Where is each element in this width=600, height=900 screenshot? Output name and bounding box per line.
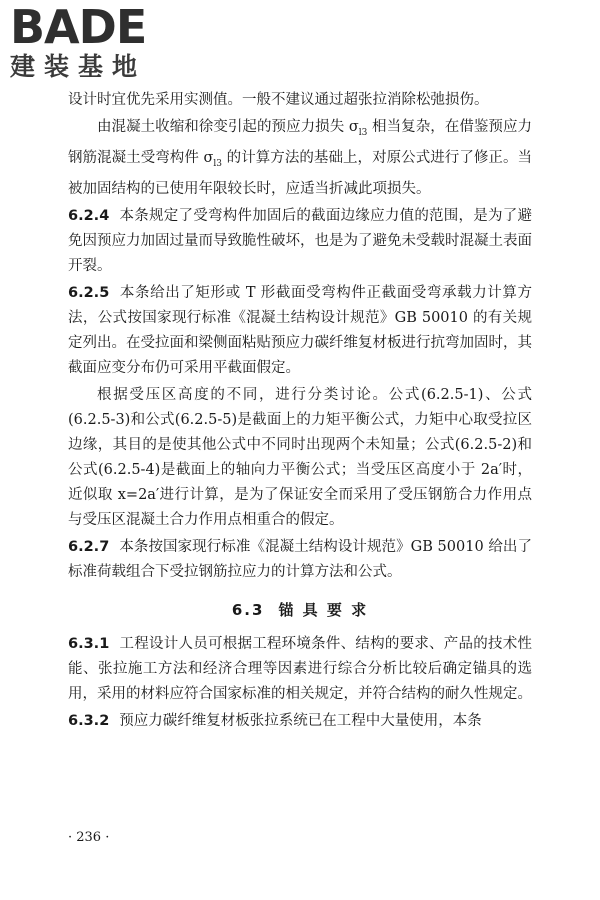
paragraph-shrinkage-part2: 相当复杂，在借鉴预应力钢筋混凝土受弯构件 σ	[68, 119, 532, 166]
page-content	[68, 88, 532, 736]
paragraph-shrinkage-part3: 的计算方法的基础上，对原公式进行了修正。当被加固结构的已使用年限较长时，应适当折减此项损失。	[68, 149, 532, 197]
paragraph-shrinkage	[68, 115, 532, 202]
logo-mark: BADE	[10, 0, 147, 54]
clause-text: 本条规定了受弯构件加固后的截面边缘应力值的范围，是为了避免因预应力加固过量而导致脆性破坏，也是为了避免未受载时混凝土表面开裂。	[68, 207, 532, 274]
clause-number: 6.2.7	[68, 538, 110, 555]
clause-6-2-4	[68, 204, 532, 279]
clause-6-3-1	[68, 632, 532, 707]
paragraph-classification: 根据受压区高度的不同，进行分类讨论。公式(6.2.5-1)、公式(6.2.5-3)和公式(6.2.5-5)是截面上的力矩平衡公式，力矩中心取受拉区边缘，其目的是使其他公式中不同时出现两个未知量；公式(6.2.5-2)和公式(6.2.5-4)是截面上的轴向力平衡公式；当受压区高度小于 2a′时，近似取 x=2a′进行计算，是为了保证安全而采用了受压钢筋合力作用点与受压区混凝土合力作用点相重合的假定。	[68, 386, 532, 528]
clause-text: 本条给出了矩形或 T 形截面受弯构件正截面受弯承载力计算方法，公式按国家现行标准《混凝土结构设计规范》GB 50010 的有关规定列出。在受拉面和梁侧面粘贴预应力碳纤维复材板进行抗弯加固时，其截面应变分布仍可采用平截面假定。	[68, 284, 532, 376]
section-title: 锚 具 要 求	[278, 600, 369, 619]
logo	[10, 0, 180, 86]
section-heading	[68, 599, 532, 620]
clause-text: 预应力碳纤维复材板张拉系统已在工程中大量使用，本条	[119, 712, 482, 729]
section-number: 6.3	[231, 600, 265, 619]
clause-text: 工程设计人员可根据工程环境条件、结构的要求、产品的技术性能、张拉施工方法和经济合理等因素进行综合分析比较后确定锚具的选用，采用的材料应符合国家标准的相关规定，并符合结构的耐久性规定。	[68, 635, 532, 702]
page-number: · 236 ·	[68, 830, 110, 845]
clause-6-3-2	[68, 709, 532, 734]
clause-6-2-7	[68, 535, 532, 585]
clause-number: 6.2.4	[68, 207, 110, 224]
clause-number: 6.3.1	[68, 635, 110, 652]
logo-subtitle: 建装基地	[10, 52, 147, 81]
clause-6-2-5	[68, 281, 532, 381]
sigma-subscript-1: l3	[358, 127, 368, 138]
clause-text: 本条按国家现行标准《混凝土结构设计规范》GB 50010 给出了标准荷载组合下受拉钢筋拉应力的计算方法和公式。	[68, 538, 532, 580]
paragraph-continuation: 设计时宜优先采用实测值。一般不建议通过超张拉消除松弛损伤。	[68, 92, 489, 108]
clause-number: 6.3.2	[68, 712, 110, 729]
clause-number: 6.2.5	[68, 284, 110, 301]
sigma-subscript-2: l3	[213, 158, 223, 169]
paragraph-shrinkage-part1: 由混凝土收缩和徐变引起的预应力损失 σ	[97, 119, 359, 135]
